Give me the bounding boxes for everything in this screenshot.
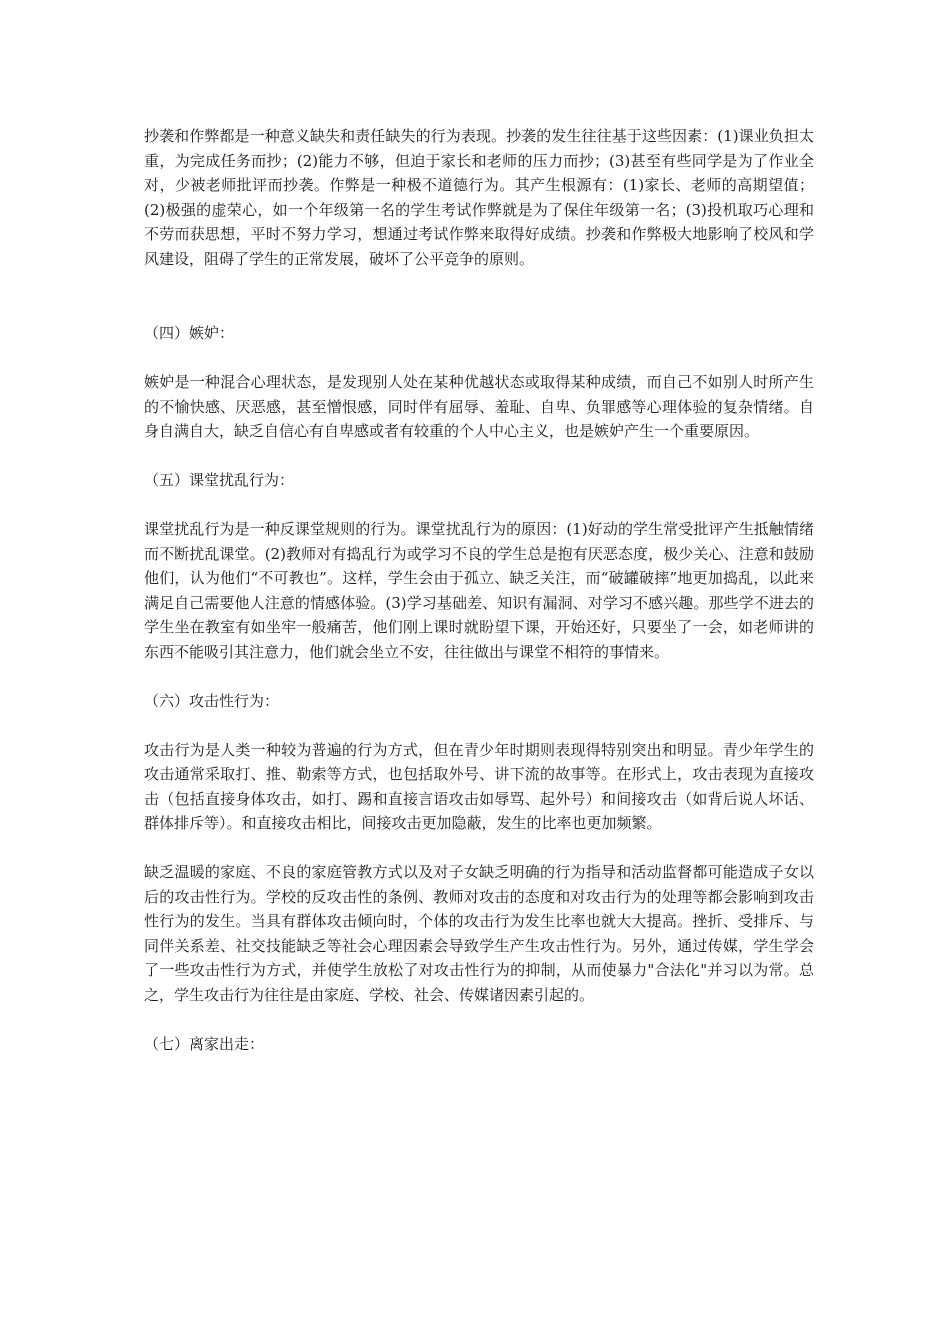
paragraph-jealousy: 嫉妒是一种混合心理状态，是发现别人处在某种优越状态或取得某种成绩，而自己不如别人时所产生的不愉快感、厌恶感，甚至憎恨感，同时伴有屈辱、羞耻、自卑、负罪感等心理体验的复杂情绪。自身自满自大，缺乏自信心有自卑感或者有较重的个人中心主义，也是嫉妒产生一个重要原因。 bbox=[144, 373, 814, 440]
section-heading-aggression: （六）攻击性行为： bbox=[144, 691, 280, 710]
spacer bbox=[144, 493, 814, 518]
spacer bbox=[144, 713, 814, 738]
paragraph-aggression-causes: 缺乏温暖的家庭、不良的家庭管教方式以及对子女缺乏明确的行为指导和活动监督都可能造成子女以后的攻击性行为。学校的反攻击性的条例、教师对攻击的态度和对攻击行为的处理等都会影响到攻击性行为的发生。当具有群体攻击倾向时，个体的攻击行为发生比率也就大大提高。挫折、受排斥、与同伴关系差、社交技能缺乏等社会心理因素会导致学生产生攻击性行为。另外，通过传媒，学生学会了一些攻击性行为方式，并使学生放松了对攻击性行为的抑制，从而使暴力"合法化"并习以为常。总之，学生攻击行为往往是由家庭、学校、社会、传媒诸因素引起的。 bbox=[144, 863, 814, 1004]
document-page bbox=[144, 124, 814, 1056]
paragraph-classroom-disruption: 课堂扰乱行为是一种反课堂规则的行为。课堂扰乱行为的原因：(1)好动的学生常受批评产生抵触情绪而不断扰乱课堂。(2)教师对有捣乱行为或学习不良的学生总是抱有厌恶态度，极少关心、注意和鼓励他们，认为他们“不可教也”。这样，学生会由于孤立、缺乏关注，而“破罐破摔”地更加捣乱，以此来满足自己需要他人注意的情感体验。(3)学习基础差、知识有漏洞、对学习不感兴趣。那些学不进去的学生坐在教室有如坐牢一般痛苦，他们刚上课时就盼望下课，开始还好，只要坐了一会，如老师讲的东西不能吸引其注意力，他们就会坐立不安，往往做出与课堂不相符的事情来。 bbox=[144, 520, 814, 661]
section-heading-jealousy: （四）嫉妒： bbox=[144, 324, 235, 342]
spacer bbox=[144, 1007, 814, 1032]
section-heading-classroom-disruption: （五）课堂扰乱行为： bbox=[144, 471, 295, 489]
spacer bbox=[144, 664, 814, 689]
section-heading-running-away: （七）离家出走： bbox=[144, 1034, 265, 1053]
spacer bbox=[144, 346, 814, 371]
paragraph-cheating: 抄袭和作弊都是一种意义缺失和责任缺失的行为表现。抄袭的发生往往基于这些因素：(1)课业负担太重，为完成任务而抄；(2)能力不够，但迫于家长和老师的压力而抄；(3)甚至有些同学是为了作业全对，少被老师批评而抄袭。作弊是一种极不道德行为。其产生根源有：(1)家长、老师的高期望值；(2)极强的虚荣心，如一个年级第一名的学生考试作弊就是为了保住年级第一名；(3)投机取巧心理和不劳而获思想，平时不努力学习，想通过考试作弊来取得好成绩。抄袭和作弊极大地影响了校风和学风建设，阻碍了学生的正常发展，破坏了公平竞争的原则。 bbox=[144, 127, 814, 268]
spacer bbox=[144, 444, 814, 469]
spacer bbox=[144, 836, 814, 861]
spacer bbox=[144, 271, 814, 321]
paragraph-aggression-forms: 攻击行为是人类一种较为普遍的行为方式，但在青少年时期则表现得特别突出和明显。青少年学生的攻击通常采取打、推、勒索等方式，也包括取外号、讲下流的故事等。在形式上，攻击表现为直接攻击（包括直接身体攻击，如打、踢和直接言语攻击如辱骂、起外号）和间接攻击（如背后说人坏话、群体排斥等）。和直接攻击相比，间接攻击更加隐蔽，发生的比率也更加频繁。 bbox=[144, 740, 814, 832]
